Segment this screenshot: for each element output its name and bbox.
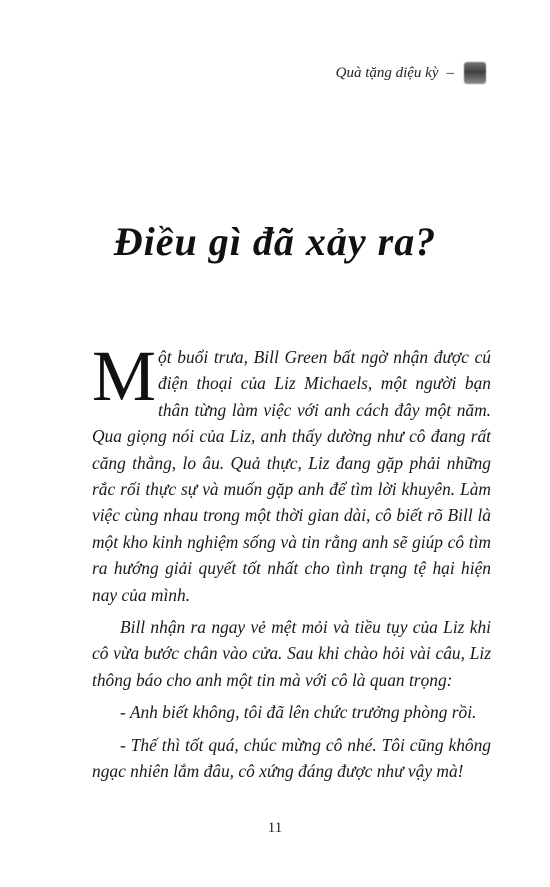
paragraph-4: - Thế thì tốt quá, chúc mừng cô nhé. Tôi cũng không ngạc nhiên lắm đâu, cô xứng đáng được như vậy mà! xyxy=(92,734,491,782)
running-header-separator: – xyxy=(446,64,454,81)
chapter-tab-marker-icon xyxy=(464,62,486,84)
chapter-body xyxy=(92,336,491,791)
drop-cap: M xyxy=(92,336,157,416)
paragraph-2: Bill nhận ra ngay vẻ mệt mỏi và tiều tụy của Liz khi cô vừa bước chân vào cửa. Sau khi chào hỏi vài câu, Liz thông báo cho anh một tin mà với cô là quan trọng: xyxy=(92,617,491,690)
paragraph-1-text: ột buổi trưa, Bill Green bất ngờ nhận được cú điện thoại của Liz Michaels, một người bạn thân từng làm việc với anh cách đây một năm. Qua giọng nói của Liz, anh thấy dường như cô đang rất căng thẳng, lo âu. Quả thực, Liz đang gặp phải những rắc rối thực sự và muốn gặp anh để tìm lời khuyên. Làm việc cùng nhau trong một thời gian dài, cô biết rõ Bill là một kho kinh nghiệm sống và tin rằng anh sẽ giúp cô tìm ra hướng giải quyết tốt nhất cho tình trạng tệ hại hiện nay của mình. xyxy=(92,347,491,605)
running-header xyxy=(336,62,486,84)
page-number: 11 xyxy=(267,820,283,836)
paragraph-3: - Anh biết không, tôi đã lên chức trưởng phòng rồi. xyxy=(120,702,477,723)
paragraph-1 xyxy=(92,336,491,608)
chapter-title: Điều gì đã xảy ra? xyxy=(113,219,437,264)
running-header-title: Quà tặng diệu kỳ xyxy=(335,64,439,81)
